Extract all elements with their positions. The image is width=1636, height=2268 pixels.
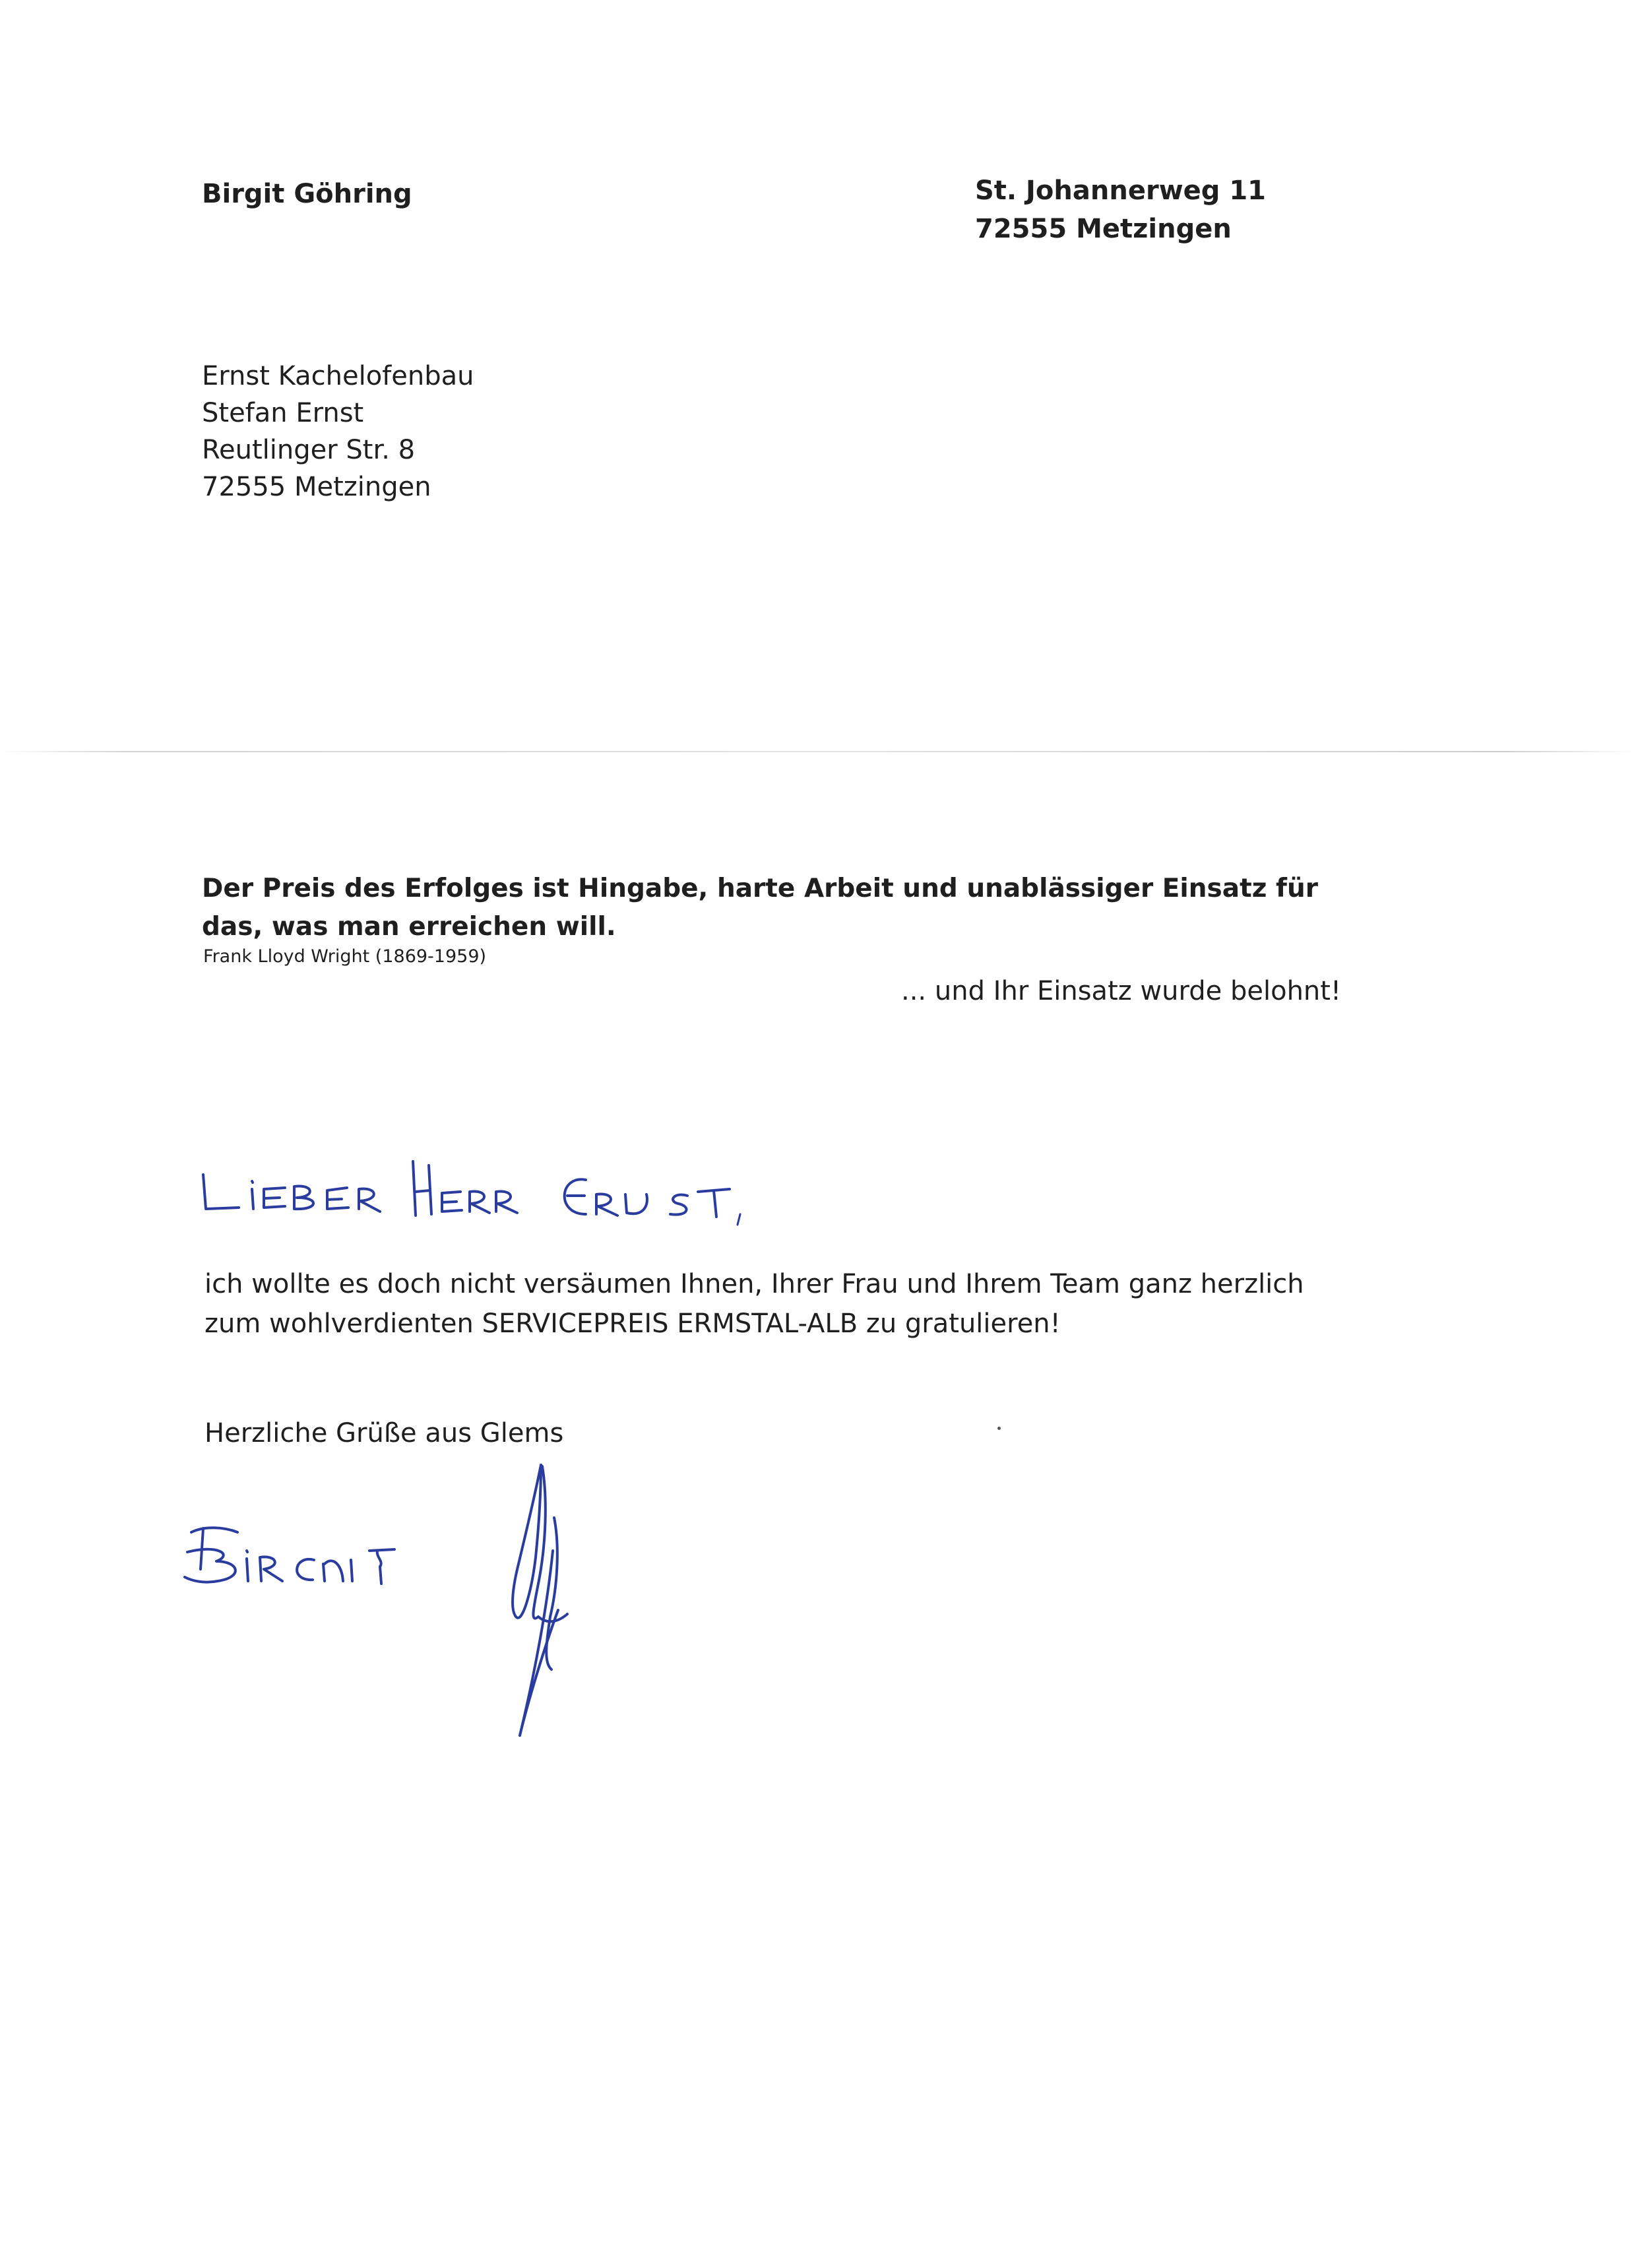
recipient-city: 72555 Metzingen: [202, 472, 431, 502]
sender-address: [975, 172, 1266, 248]
quote-author: Frank Lloyd Wright (1869-1959): [203, 946, 487, 967]
recipient-person: Stefan Ernst: [202, 398, 364, 428]
quote-tagline: ... und Ihr Einsatz wurde belohnt!: [901, 976, 1341, 1006]
sender-street: St. Johannerweg 11: [975, 176, 1266, 206]
handwritten-salutation: [198, 1148, 765, 1234]
paper-fold-line: [0, 751, 1636, 752]
recipient-street: Reutlinger Str. 8: [202, 435, 416, 465]
recipient-address: [202, 358, 474, 505]
sender-name: Birgit Göhring: [202, 179, 412, 209]
quote-text: Der Preis des Erfolges ist Hingabe, harte Arbeit und unablässiger Einsatz für das, was man erreichen will.: [202, 874, 1318, 942]
handwritten-initials: [475, 1452, 607, 1749]
recipient-company: Ernst Kachelofenbau: [202, 361, 474, 391]
letter-body: ich wollte es doch nicht versäumen Ihnen, Ihrer Frau und Ihrem Team ganz herzlich zum wohlverdienten SERVICEPREIS ERMSTAL-ALB zu gratulieren!: [204, 1269, 1304, 1339]
letter-closing: Herzliche Grüße aus Glems: [204, 1418, 564, 1448]
paper-speck: [997, 1427, 1001, 1430]
sender-city: 72555 Metzingen: [975, 214, 1232, 244]
handwritten-signature-birgit: [178, 1518, 422, 1636]
